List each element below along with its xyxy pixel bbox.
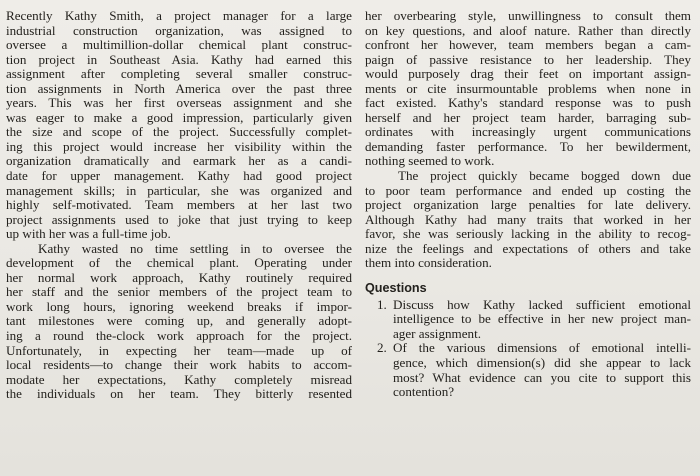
text-line: Of the various dimensions of emotional intelli- [393,340,691,356]
text-line: most? What evidence can you cite to support this [393,369,691,385]
text-line: date for upper management. Kathy had good project [6,168,352,184]
case-paragraph-3 [365,9,691,169]
text-line: Although Kathy had many traits that worked in her [365,211,691,227]
text-line: intelligence to be effective in her new project man- [393,311,691,327]
case-paragraph-4 [365,169,691,271]
question-number: 2. [377,340,387,356]
text-line: highly self-motivated. Team members at her last two [6,197,352,213]
text-line: development of the chemical plant. Operating under [6,255,352,271]
text-line: oversee a multimillion-dollar chemical plant construc- [6,37,352,53]
question-1 [365,298,691,342]
text-line: them into consideration. [365,255,492,271]
text-line: assignment after completing several smaller construc- [6,66,352,82]
text-line: her overbearing style, unwillingness to consult them [365,8,691,23]
text-line: ments or cite insurmountable problems when none in [365,80,691,96]
text-line: nothing seemed to work. [365,153,495,169]
text-line: Discuss how Kathy lacked sufficient emotional [393,296,691,312]
text-line: nize the feelings and expectations of others and take [365,240,691,256]
left-column [6,9,352,402]
case-paragraph-2 [6,242,352,402]
text-line: her staff and the senior members of the project team to [6,284,352,300]
question-2 [365,341,691,399]
text-line: project organization large penalties for late delivery. [365,197,691,213]
text-line: Kathy wasted no time settling in to oversee the [38,240,352,256]
text-line: paign of passive resistance to her leadership. They [365,51,691,67]
text-line: the size and scope of the project. Successfully complet- [6,124,352,140]
right-column [365,9,691,400]
text-line: ager assignment. [393,325,481,341]
text-line: Recently Kathy Smith, a project manager for a large [6,8,352,23]
text-line: ing a round the-clock work approach for the project. [6,328,352,344]
questions-heading: Questions [365,280,427,295]
text-line: modate her expectations, Kathy completely misread [6,371,352,387]
text-line: favor, she was seriously lacking in the ability to recog- [365,226,691,242]
text-line: on key questions, and aloof nature. Rather than directly [365,22,691,38]
text-line: management skills; in particular, she was organized and [6,182,352,198]
case-paragraph-1 [6,9,352,242]
text-line: Unfortunately, in expecting her team—made up of [6,342,352,358]
text-line: The project quickly became bogged down due [398,168,691,184]
text-line: confront her however, team members began a cam- [365,37,691,53]
text-line: tion project in Southeast Asia. Kathy had earned this [6,51,352,67]
text-line: local residents—to change their work habits to accom- [6,357,352,373]
text-line: project assignments used to joke that just trying to keep [6,211,352,227]
text-line: the individuals on her team. They bitterly resented [6,386,352,402]
text-line: ing this project would increase her visibility within the [6,138,352,154]
text-line: gence, which dimension(s) did she appear to lack [393,355,691,371]
text-line: years. This was her first overseas assignment and she [6,95,352,111]
text-line: demanding faster performance. To her bewilderment, [365,138,691,154]
text-line: tion assignments in North America over the past three [6,80,352,96]
question-number: 1. [377,296,387,312]
text-line: herself and her project team harder, barraging sub- [365,109,691,125]
text-line: contention? [393,384,455,400]
text-line: to poor team performance and ended up costing the [365,182,691,198]
text-line: ordinates with increasingly urgent communications [365,124,691,140]
text-line: her normal work approach, Kathy routinely required [6,269,352,285]
text-line: tant milestones were coming up, and generally adopt- [6,313,352,329]
text-line: fact existed. Kathy's standard response was to push [365,95,691,111]
text-line: was eager to make a good impression, particularly given [6,109,352,125]
text-line: organization dramatically and earmark her as a candi- [6,153,352,169]
text-line: work long hours, ignoring weekend breaks if impor- [6,298,352,314]
text-line: would purposely drag their feet on important assign- [365,66,691,82]
text-line: industrial construction organization, was assigned to [6,22,352,38]
text-line: up with her was a full-time job. [6,226,171,242]
